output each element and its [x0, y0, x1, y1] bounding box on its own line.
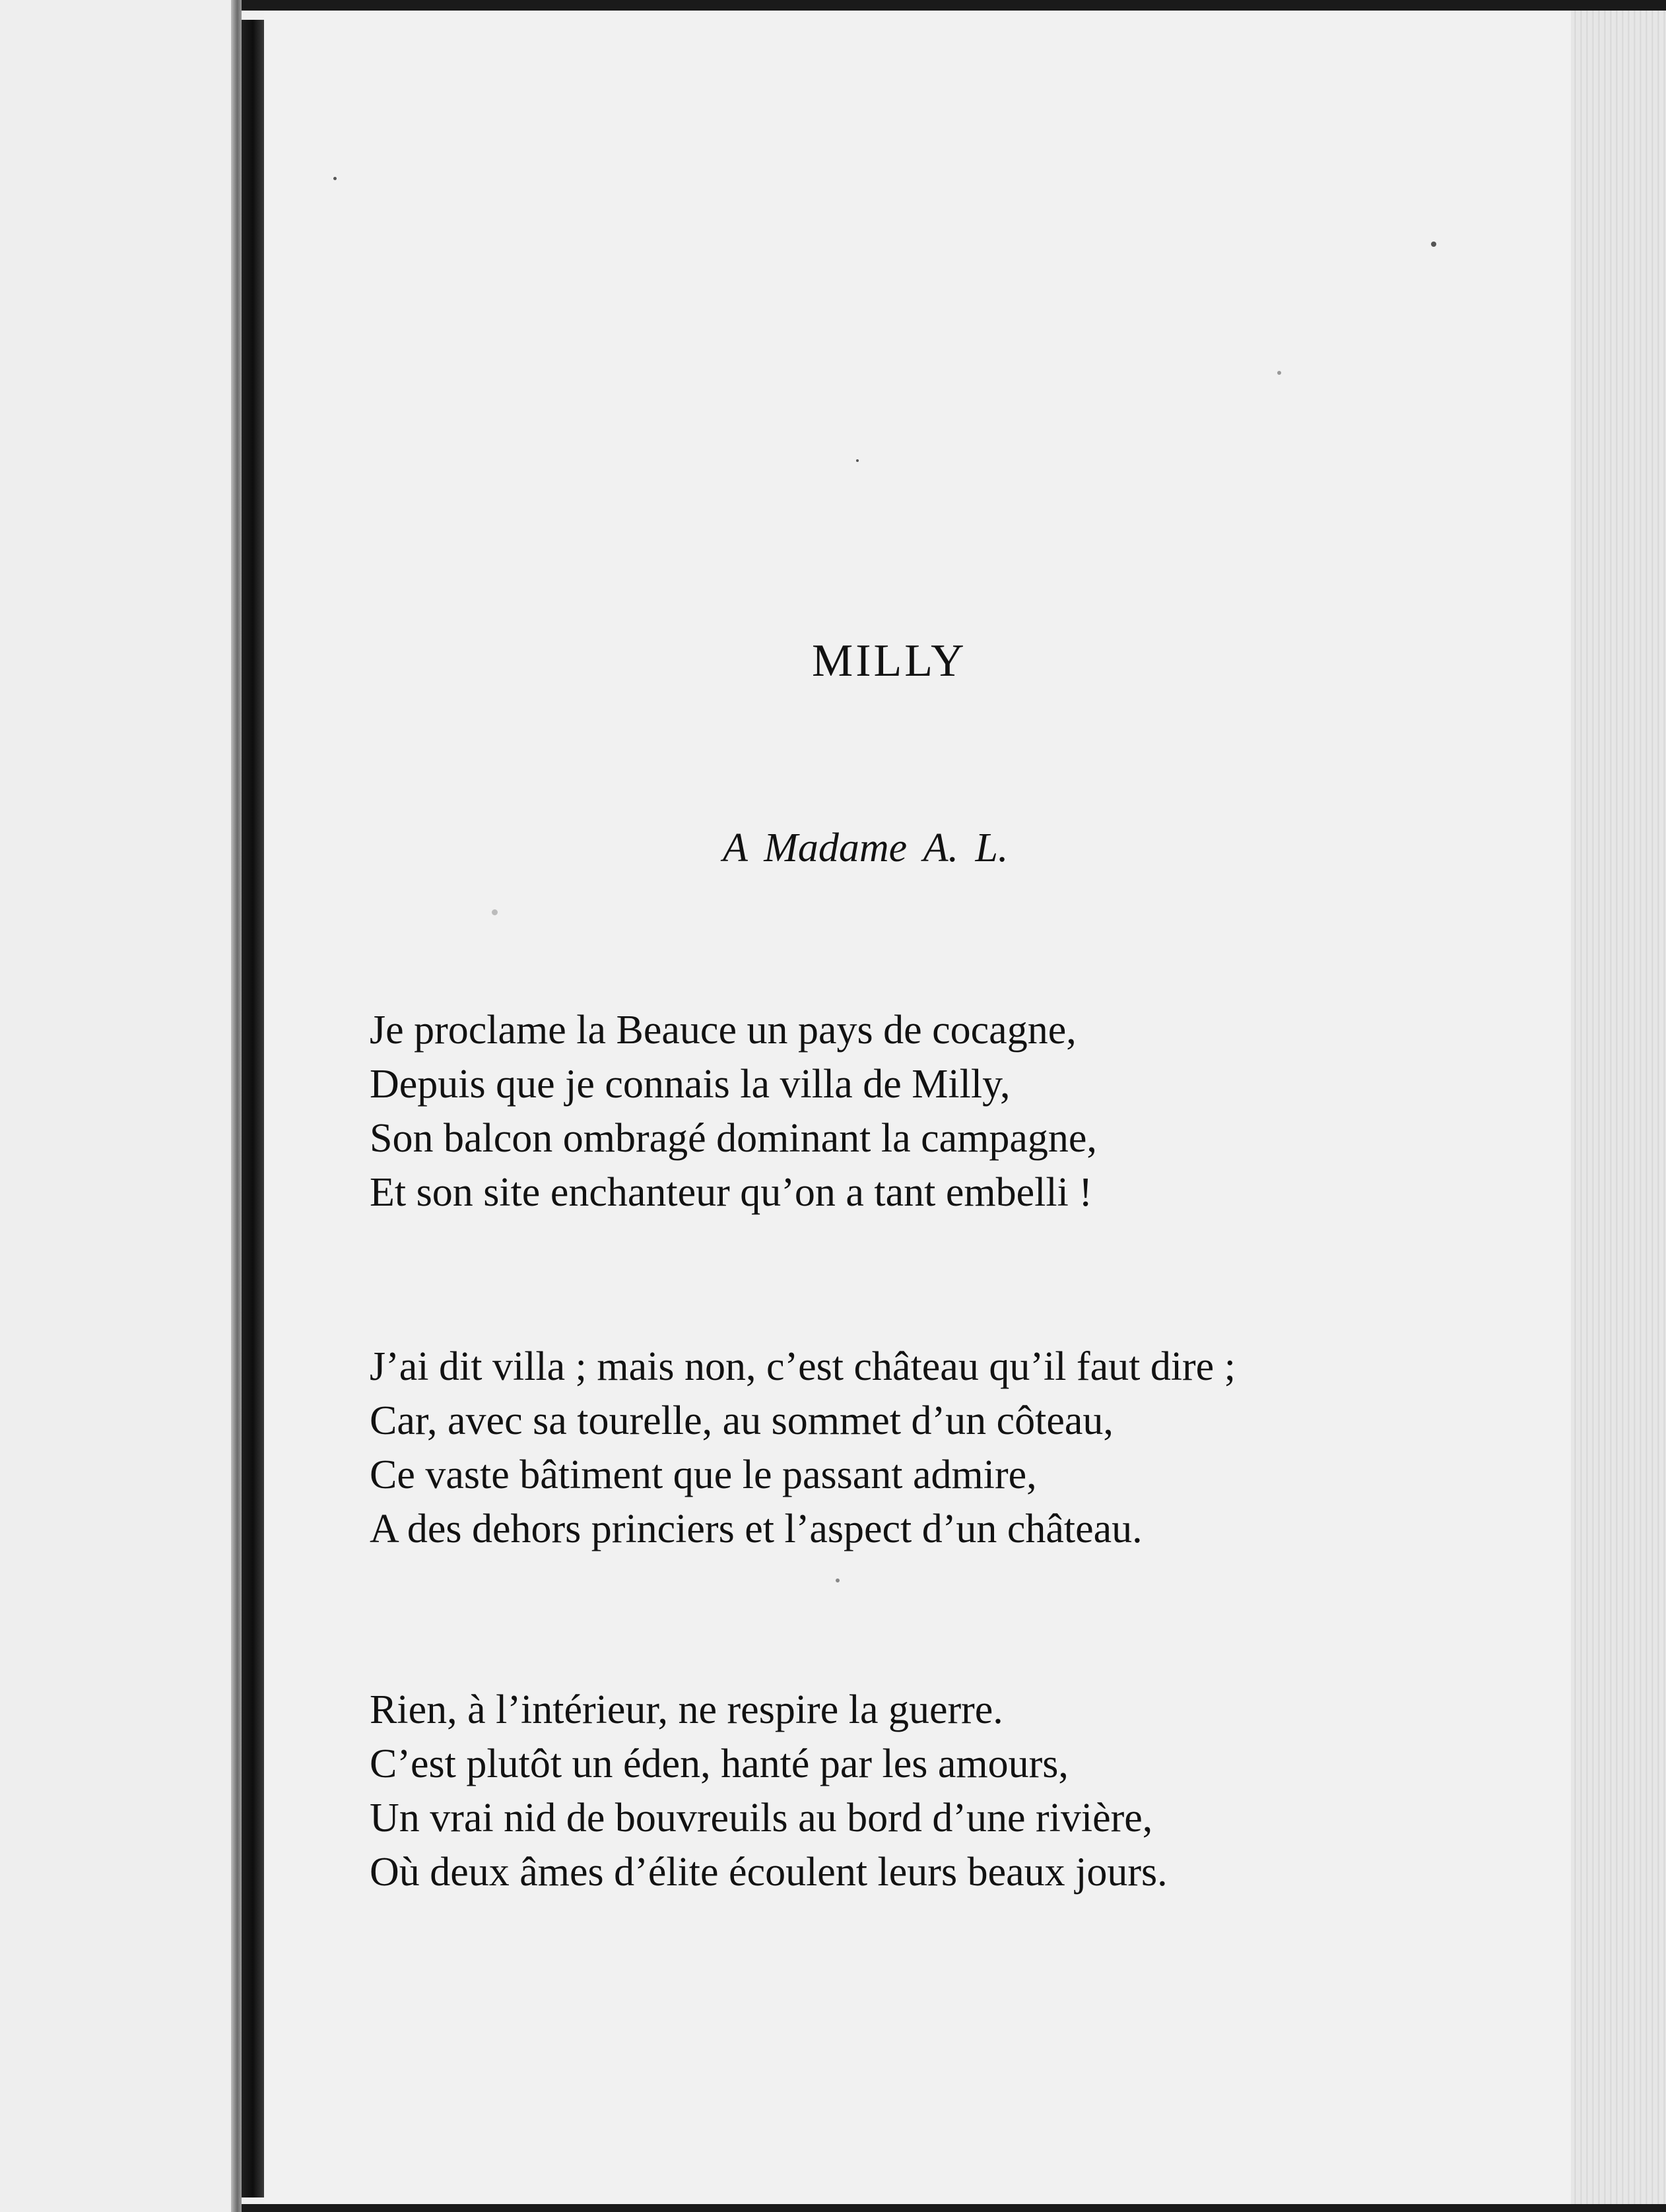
- poem-dedication: A Madame A. L.: [723, 826, 1009, 870]
- verse-line: Où deux âmes d’élite écoulent leurs beaux jours.: [370, 1850, 1168, 1895]
- verse-line: A des dehors princiers et l’aspect d’un château.: [370, 1507, 1143, 1551]
- poem-title: MILLY: [812, 635, 967, 686]
- verse-line: Rien, à l’intérieur, ne respire la guerre.: [370, 1687, 1003, 1732]
- stanza: [370, 1340, 1236, 1556]
- verse-line: Depuis que je connais la villa de Milly,: [370, 1062, 1011, 1107]
- stanza: [370, 1683, 1168, 1899]
- verse-line: Ce vaste bâtiment que le passant admire,: [370, 1452, 1037, 1497]
- verse-line: Un vrai nid de bouvreuils au bord d’une rivière,: [370, 1796, 1153, 1840]
- verse-line: Et son site enchanteur qu’on a tant embelli !: [370, 1170, 1092, 1215]
- verse-line: J’ai dit villa ; mais non, c’est château qu’il faut dire ;: [370, 1344, 1236, 1389]
- verse-line: Son balcon ombragé dominant la campagne,: [370, 1116, 1097, 1161]
- stanza: [370, 1003, 1097, 1220]
- verse-line: Car, avec sa tourelle, au sommet d’un côteau,: [370, 1398, 1114, 1443]
- verse-line: Je proclame la Beauce un pays de cocagne,: [370, 1008, 1077, 1053]
- verse-line: C’est plutôt un éden, hanté par les amours,: [370, 1741, 1069, 1786]
